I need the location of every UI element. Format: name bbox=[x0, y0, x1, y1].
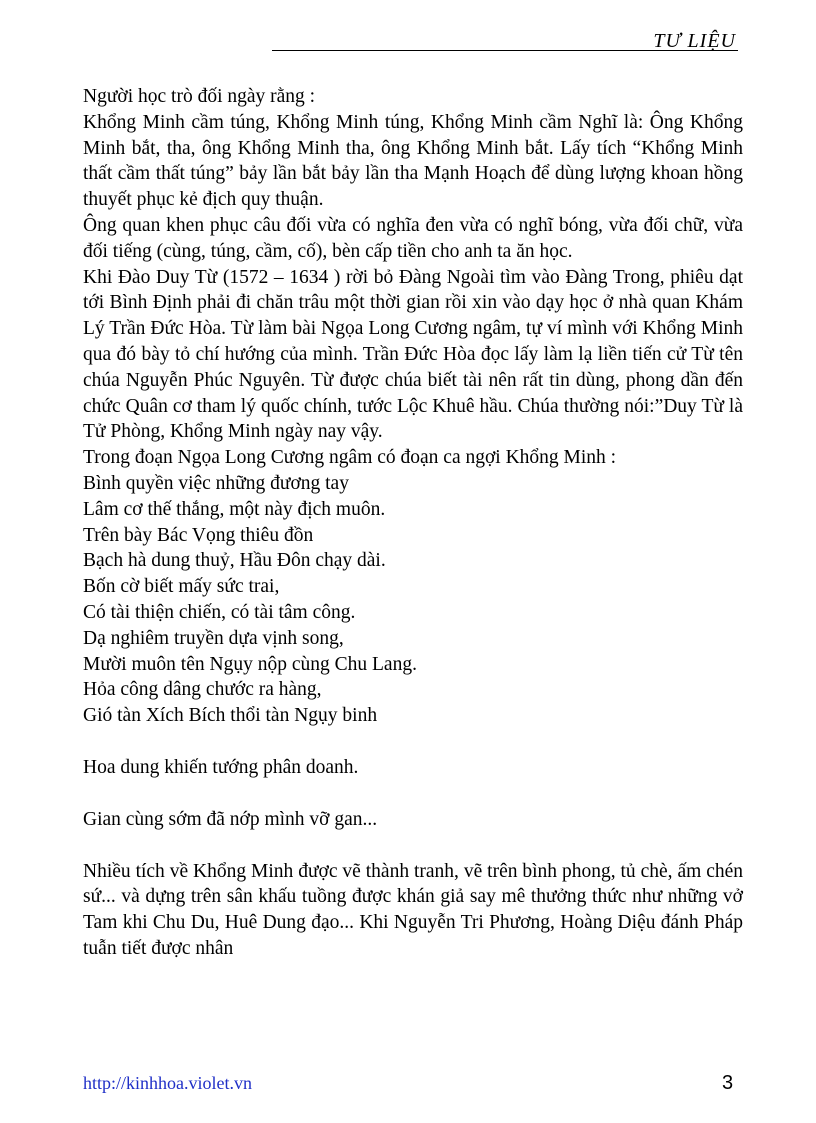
spacer bbox=[83, 781, 743, 807]
section-title: TƯ LIỆU bbox=[653, 30, 736, 52]
header-rule bbox=[272, 50, 738, 51]
poem-line: Gió tàn Xích Bích thổi tàn Ngụy binh bbox=[83, 705, 378, 727]
document-body bbox=[83, 84, 743, 962]
poem-line: Hỏa công dâng chước ra hàng, bbox=[83, 679, 322, 701]
spacer bbox=[83, 729, 743, 755]
paragraph-intro: Người học trò đối ngày rằng : bbox=[83, 86, 316, 107]
poem-line: Dạ nghiêm truyền dựa vịnh song, bbox=[83, 627, 344, 649]
page-number: 3 bbox=[722, 1072, 734, 1094]
poem-line: Trên bày Bác Vọng thiêu đồn bbox=[83, 524, 314, 546]
poem-line: Mười muôn tên Ngụy nộp cùng Chu Lang. bbox=[83, 653, 417, 675]
footer-website-link[interactable]: http://kinhhoa.violet.vn bbox=[83, 1073, 252, 1093]
poem-line: Bạch hà dung thuỷ, Hầu Đôn chạy dài. bbox=[83, 550, 386, 572]
paragraph-poem-intro: Trong đoạn Ngọa Long Cương ngâm có đoạn ca ngợi Khổng Minh : bbox=[83, 447, 617, 469]
poem-line: Bình quyền việc những đương tay bbox=[83, 472, 349, 494]
paragraph-couplet-explanation: Khổng Minh cầm túng, Khổng Minh túng, Khổng Minh cầm Nghĩ là: Ông Khổng Minh bắt, tha, ông Khổng Minh tha, ông Khổng Minh bắt. Lấy tích “Khổng Minh thất cầm thất túng” bảy lần bắt bảy lần tha Mạnh Hoạch để dùng lượng khoan hồng thuyết phục kẻ địch quy thuận. bbox=[83, 111, 743, 211]
poem-line: Bốn cờ biết mấy sức trai, bbox=[83, 576, 280, 598]
paragraph-dao-duy-tu: Khi Đào Duy Từ (1572 – 1634 ) rời bỏ Đàng Ngoài tìm vào Đàng Trong, phiêu dạt tới Bình Định phải đi chăn trâu một thời gian rồi xin vào dạy học ở nhà quan Khám Lý Trần Đức Hòa. Từ làm bài Ngọa Long Cương ngâm, tự ví mình với Khổng Minh qua đó bày tỏ chí hướng của mình. Trần Đức Hòa đọc lấy làm lạ liền tiến cử Từ tên chúa Nguyễn Phúc Nguyên. Từ được chúa biết tài nên rất tin dùng, phong dần đến chức Quân cơ tham lý quốc chính, tước Lộc Khuê hầu. Chúa thường nói:”Duy Từ là Tử Phòng, Khổng Minh ngày nay vậy. bbox=[83, 266, 743, 443]
poem-line: Có tài thiện chiến, có tài tâm công. bbox=[83, 601, 356, 623]
poem-line-extra: Gian cùng sớm đã nớp mình vỡ gan... bbox=[83, 808, 378, 830]
poem-line-extra: Hoa dung khiến tướng phân doanh. bbox=[83, 756, 359, 778]
paragraph-khong-minh-art: Nhiều tích về Khổng Minh được vẽ thành tranh, vẽ trên bình phong, tủ chè, ấm chén sứ... và dựng trên sân khấu tuồng được khán giả say mê thưởng thức như những vở Tam khi Chu Du, Huê Dung đạo... Khi Nguyễn Tri Phương, Hoàng Diệu đánh Pháp tuẫn tiết được nhân bbox=[83, 860, 743, 959]
spacer bbox=[83, 833, 743, 859]
paragraph-official-praise: Ông quan khen phục câu đối vừa có nghĩa đen vừa có nghĩ bóng, vừa đối chữ, vừa đối tiếng (cùng, túng, cầm, cố), bèn cấp tiền cho anh ta ăn học. bbox=[83, 214, 743, 262]
poem-line: Lâm cơ thế thắng, một này địch muôn. bbox=[83, 498, 386, 520]
